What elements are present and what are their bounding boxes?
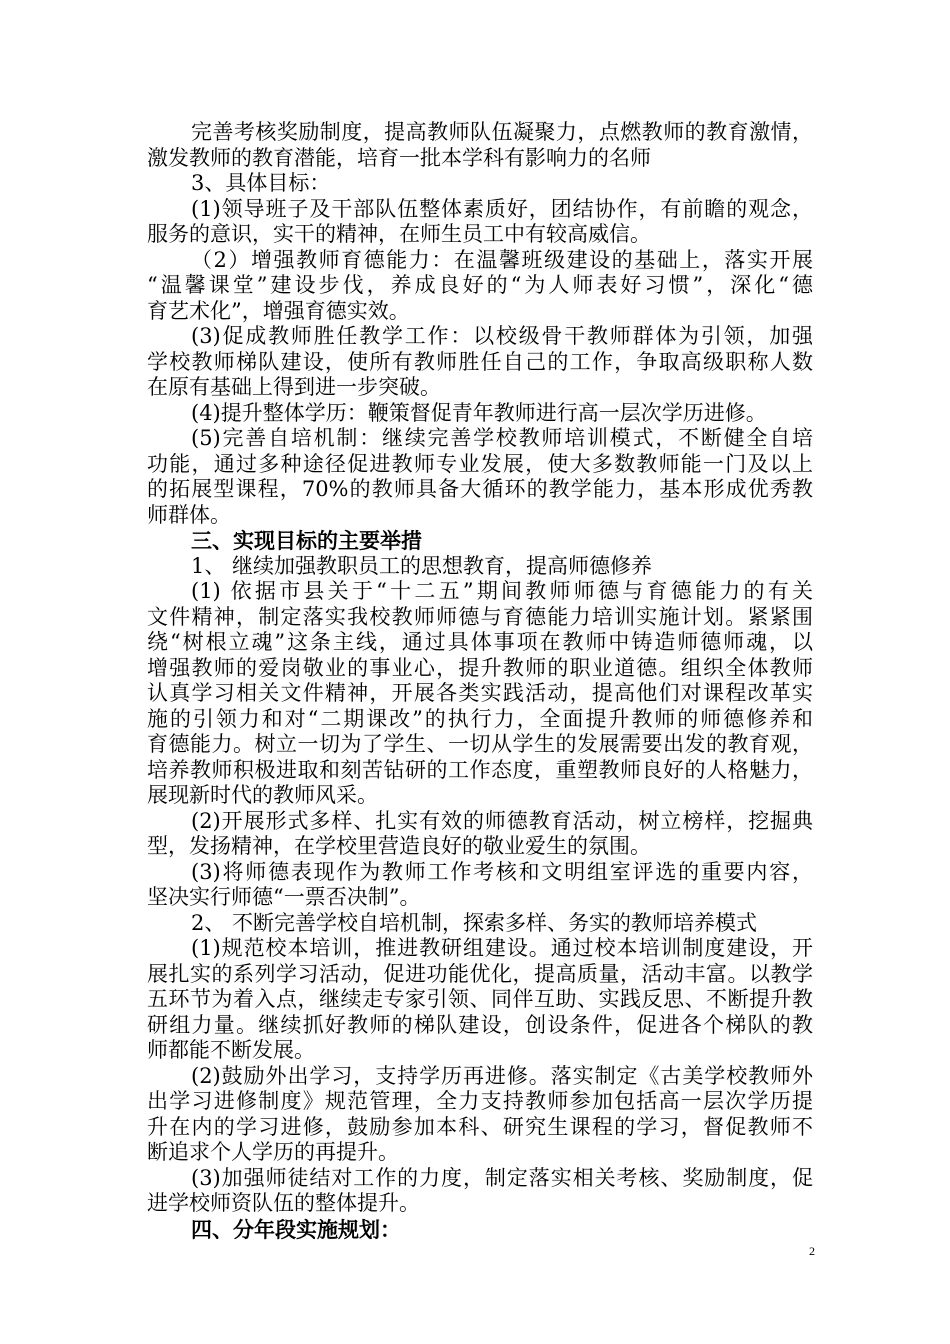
text-line: (2)鼓励外出学习，支持学历再进修。落实制定《古美学校教师外 [191,1063,813,1088]
text-line: 绕“树根立魂”这条主线，通过具体事项在教师中铸造师德师魂，以 [147,630,813,654]
text-line: 师都能不断发展。 [147,1038,315,1062]
text-line: 培养教师积极进取和刻苦钻研的工作态度，重塑教师良好的人格魅力， [147,757,813,782]
text-line: 展现新时代的教师风采。 [147,783,378,807]
text-line: 五环节为着入点，继续走专家引领、同伴互助、实践反思、不断提升教 [147,987,813,1011]
text-line: 升在内的学习进修，鼓励参加本科、研究生课程的学习，督促教师不 [147,1114,813,1139]
text-line: （2）增强教师育德能力：在温馨班级建设的基础上，落实开展 [191,247,813,272]
text-line: 育艺术化”，增强育德实效。 [147,298,410,323]
text-line: (5)完善自培机制：继续完善学校教师培训模式，不断健全自培 [191,426,813,450]
text-line: (2)开展形式多样、扎实有效的师德教育活动，树立榜样，挖掘典 [191,808,813,833]
text-line: 学校教师梯队建设，使所有教师胜任自己的工作，争取高级职称人数 [147,349,813,374]
text-line: 坚决实行师德“一票否决制”。 [147,885,421,909]
text-line: 文件精神，制定落实我校教师师德与育德能力培训实施计划。紧紧围 [147,604,813,629]
text-line: 认真学习相关文件精神，开展各类实践活动，提高他们对课程改革实 [147,681,813,705]
text-line: 2、 不断完善学校自培机制，探索多样、务实的教师培养模式 [191,910,758,935]
text-line: 进学校师资队伍的整体提升。 [147,1191,420,1215]
text-line: (1)领导班子及干部队伍整体素质好，团结协作，有前瞻的观念， [191,196,813,221]
text-line: 施的引领力和对“二期课改”的执行力，全面提升教师的师德修养和 [147,706,813,731]
text-line: 型，发扬精神，在学校里营造良好的敬业爱生的氛围。 [147,834,651,858]
text-line: (3)将师德表现作为教师工作考核和文明组室评选的重要内容， [191,859,813,884]
text-line: 功能，通过多种途径促进教师专业发展，使大多数教师能一门及以上 [147,451,813,476]
text-line: “温馨课堂”建设步伐，养成良好的“为人师表好习惯”，深化“德 [147,273,813,297]
section-heading: 三、实现目标的主要举措 [191,528,422,553]
text-line: 完善考核奖励制度，提高教师队伍凝聚力，点燃教师的教育激情， [191,120,813,144]
text-line: 研组力量。继续抓好教师的梯队建设，创设条件，促进各个梯队的教 [147,1012,813,1037]
section-heading: 四、分年段实施规划： [191,1216,401,1242]
text-line: (3)促成教师胜任教学工作：以校级骨干教师群体为引领，加强 [191,324,813,348]
text-line: 服务的意识，实干的精神，在师生员工中有较高威信。 [147,222,651,246]
text-line: 的拓展型课程，70%的教师具备大循环的教学能力，基本形成优秀教 [147,477,813,501]
text-line: (3)加强师徒结对工作的力度，制定落实相关考核、奖励制度，促 [191,1165,813,1190]
text-line: 育德能力。树立一切为了学生、一切从学生的发展需要出发的教育观， [147,732,813,756]
text-line: 3、具体目标： [191,171,331,195]
text-line: 出学习进修制度》规范管理，全力支持教师参加包括高一层次学历提 [147,1089,813,1113]
text-line: 断追求个人学历的再提升。 [147,1140,399,1164]
text-line: 在原有基础上得到进一步突破。 [147,375,441,399]
text-line: 激发教师的教育潜能，培育一批本学科有影响力的名师 [147,145,651,170]
text-line: (4)提升整体学历：鞭策督促青年教师进行高一层次学历进修。 [191,400,767,425]
text-line: 1、 继续加强教职员工的思想教育，提高师德修养 [191,553,653,578]
text-line: 增强教师的爱岗敬业的事业心，提升教师的职业道德。组织全体教师 [147,655,813,680]
page-number: 2 [809,1244,815,1258]
document-body [147,120,813,1242]
text-line: (1) 依据市县关于“十二五”期间教师师德与育德能力的有关 [191,579,813,603]
text-line: 展扎实的系列学习活动，促进功能优化，提高质量，活动丰富。以教学 [147,961,813,986]
text-line: (1)规范校本培训，推进教研组建设。通过校本培训制度建设，开 [191,936,813,960]
text-line: 师群体。 [147,502,231,527]
